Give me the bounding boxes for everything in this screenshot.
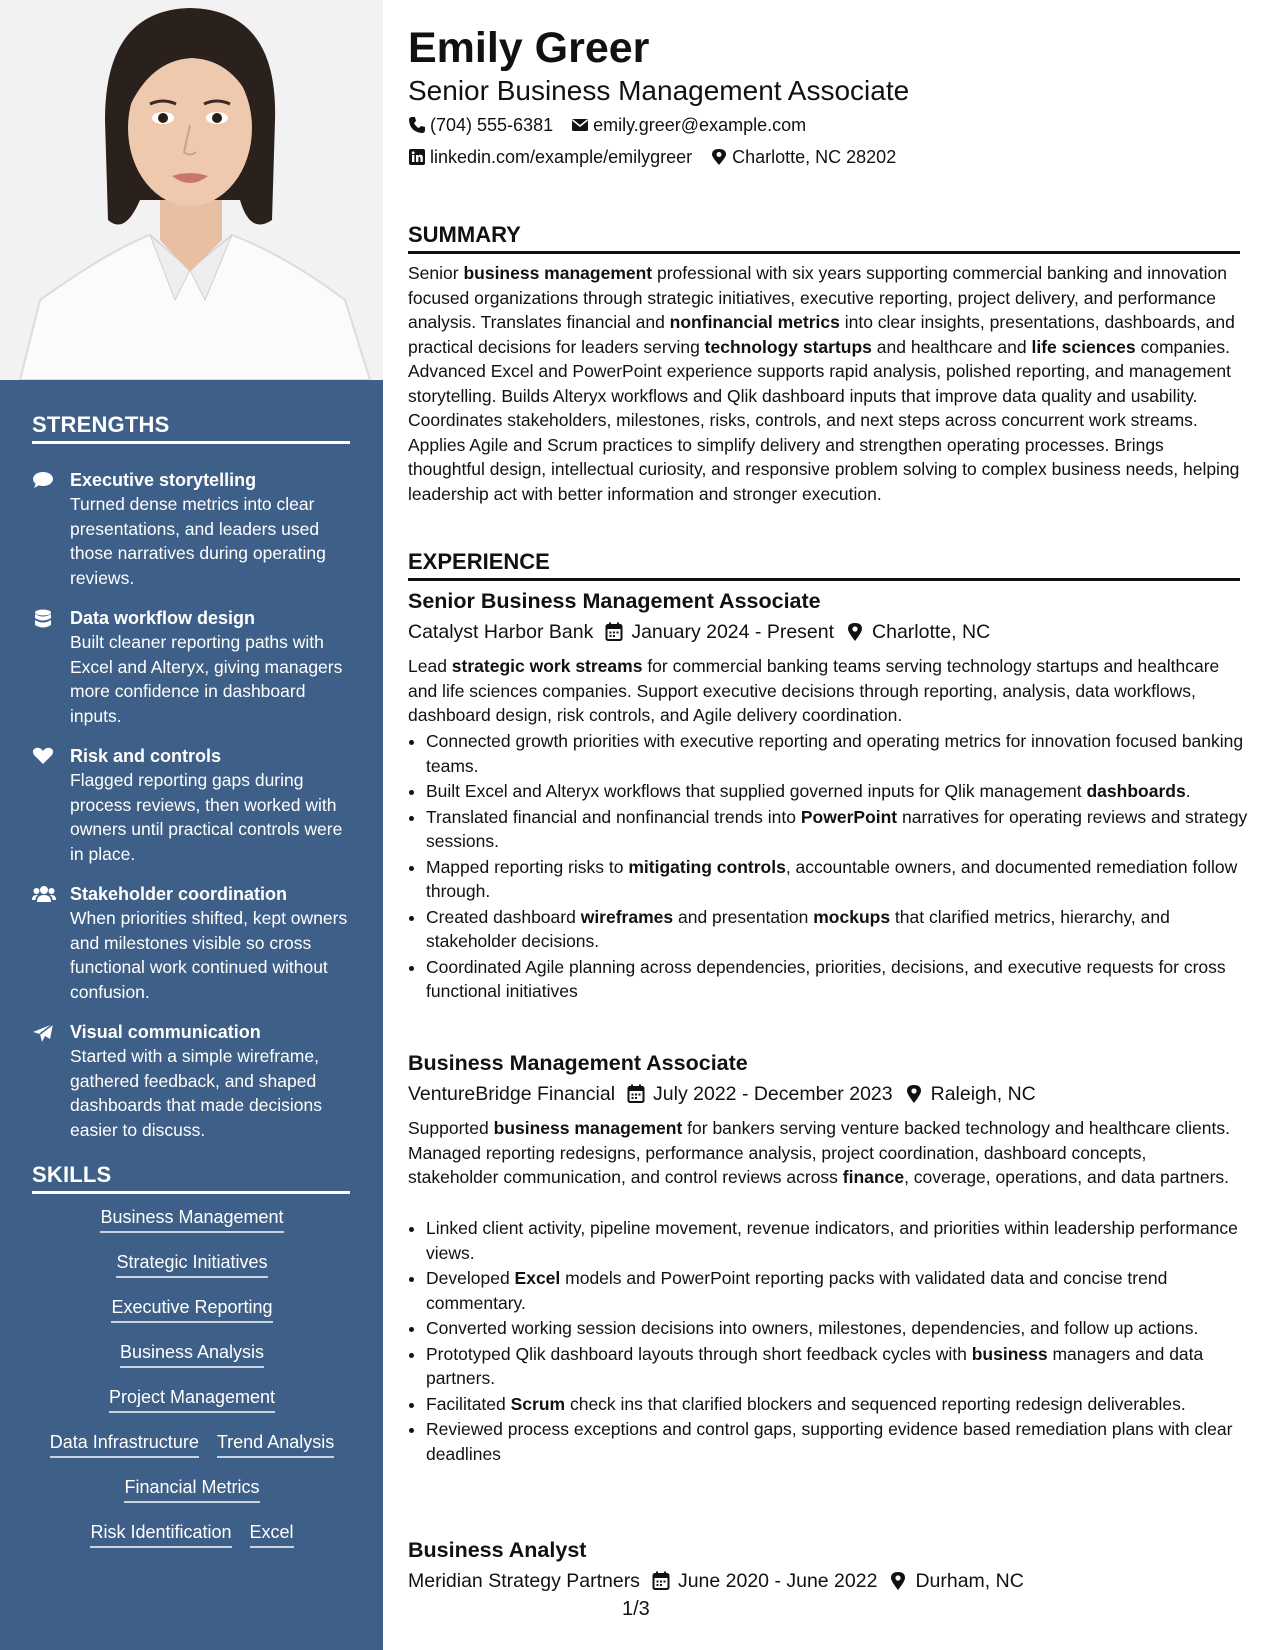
linkedin-link[interactable]: linkedin.com/example/emilygreer <box>430 147 693 167</box>
phone <box>408 113 553 137</box>
job-dates: June 2020 - June 2022 <box>677 1570 878 1592</box>
summary-heading: SUMMARY <box>408 222 1240 254</box>
job-meta <box>408 619 990 645</box>
email-link[interactable]: emily.greer@example.com <box>593 115 807 135</box>
phone-text[interactable]: (704) 555-6381 <box>430 115 554 135</box>
strength-item <box>32 606 352 728</box>
map-pin-icon <box>710 148 728 166</box>
job-title: Senior Business Management Associate <box>408 589 821 613</box>
heart-icon <box>32 747 54 765</box>
skill-tag: Trend Analysis <box>217 1431 334 1458</box>
linkedin <box>408 145 692 169</box>
strength-title: Data workflow design <box>70 608 256 628</box>
job-meta <box>408 1081 1036 1107</box>
job-dates: January 2024 - Present <box>631 621 835 643</box>
summary-text: Senior business management professional with six years supporting commercial banking and innovation focused organizations through strategic initiatives, executive reporting, project delivery, and performance analysis. Translates financial and nonfinancial metrics into clear insights, presentations, dashboards, and practical decisions for leaders serving technology startups and healthcare and life sciences companies. Advanced Excel and PowerPoint experience supports rapid analysis, polished reporting, and management storytelling. Builds Alteryx workflows and Qlik dashboard inputs that improve data quality and usability. Coordinates stakeholders, milestones, risks, controls, and next steps across concurrent work streams. Applies Agile and Scrum practices to simplify delivery and strengthen operating processes. Brings thoughtful design, intellectual curiosity, and responsive problem solving to complex business needs, helping leadership act with better information and stronger execution. <box>408 263 1240 504</box>
skill-tag: Data Infrastructure <box>50 1431 199 1458</box>
strength-item <box>32 744 352 866</box>
strength-title: Risk and controls <box>70 746 222 766</box>
database-icon <box>32 609 54 627</box>
linkedin-icon <box>408 148 426 166</box>
contact-row-2 <box>408 145 896 169</box>
contact-row-1 <box>408 113 806 137</box>
skill-tag: Business Management <box>100 1206 283 1233</box>
bullet-item: • Connected growth priorities with executive reporting and operating metrics for innovation focused banking teams. <box>426 729 1258 778</box>
envelope-icon <box>571 116 589 134</box>
job-title: Business Analyst <box>408 1538 587 1562</box>
map-pin-icon <box>846 622 864 642</box>
job-bullets <box>408 729 1258 1005</box>
job-meta <box>408 1568 1024 1594</box>
bullet-item: • Mapped reporting risks to mitigating controls, accountable owners, and documented remediation follow through. <box>426 855 1258 904</box>
job-dates: July 2022 - December 2023 <box>653 1083 893 1105</box>
job-description: Lead strategic work streams for commercial banking teams serving technology startups and healthcare and life sciences companies. Support executive decisions through reporting, analysis, data workflows, dashboard design, risk controls, and Agile delivery coordination. <box>408 656 1220 725</box>
bullet-item: • Prototyped Qlik dashboard layouts through short feedback cycles with business managers and data partners. <box>426 1342 1258 1391</box>
strength-item <box>32 1020 352 1142</box>
skill-tag: Project Management <box>109 1386 275 1413</box>
bullet-item: • Developed Excel models and PowerPoint reporting packs with validated data and concise trend commentary. <box>426 1266 1258 1315</box>
job-location: Charlotte, NC <box>872 621 991 643</box>
strength-title: Visual communication <box>70 1022 261 1042</box>
paper-plane-icon <box>32 1023 54 1041</box>
company-name: VentureBridge Financial <box>408 1083 616 1105</box>
strength-text: Flagged reporting gaps during process reviews, then worked with owners until practical controls were in place. <box>70 770 343 864</box>
strengths-heading: STRENGTHS <box>32 412 350 444</box>
skill-tag: Risk Identification <box>90 1521 231 1548</box>
bullet-item: • Facilitated Scrum check ins that clarified blockers and sequenced reporting redesign deliverables. <box>426 1392 1258 1417</box>
bullet-item: • Coordinated Agile planning across dependencies, priorities, decisions, and executive requests for cross functional initiatives <box>426 955 1258 1004</box>
strengths-list <box>32 468 352 1158</box>
skills-list <box>32 1206 352 1566</box>
skill-tag: Executive Reporting <box>111 1296 272 1323</box>
job-description: Supported business management for bankers serving venture backed technology and healthcare clients. Managed reporting redesigns, performance analysis, project coordination, dashboard concepts, stakeholder communication, and control reviews across finance, coverage, operations, and data partners. <box>408 1118 1230 1187</box>
strength-text: Built cleaner reporting paths with Excel and Alteryx, giving managers more confidence in dashboard inputs. <box>70 632 343 726</box>
skill-tag: Strategic Initiatives <box>116 1251 267 1278</box>
calendar-icon <box>652 1571 670 1591</box>
speech-bubble-icon <box>32 471 54 489</box>
skill-tag: Financial Metrics <box>124 1476 259 1503</box>
company-name: Meridian Strategy Partners <box>408 1570 640 1592</box>
sidebar <box>0 0 383 1650</box>
users-icon <box>32 885 54 903</box>
experience-heading: EXPERIENCE <box>408 549 1240 581</box>
company-name: Catalyst Harbor Bank <box>408 621 594 643</box>
strength-item <box>32 468 352 590</box>
calendar-icon <box>605 622 623 642</box>
map-pin-icon <box>905 1084 923 1104</box>
bullet-item: • Linked client activity, pipeline movement, revenue indicators, and priorities within leadership performance views. <box>426 1216 1258 1265</box>
strength-item <box>32 882 352 1004</box>
job-title: Business Management Associate <box>408 1051 748 1075</box>
profile-photo <box>0 0 383 380</box>
bullet-item: • Translated financial and nonfinancial trends into PowerPoint narratives for operating reviews and strategy sessions. <box>426 805 1258 854</box>
bullet-item: • Reviewed process exceptions and control gaps, supporting evidence based remediation plans with clear deadlines <box>426 1417 1258 1466</box>
skill-tag: Business Analysis <box>120 1341 264 1368</box>
job-location: Raleigh, NC <box>930 1083 1036 1105</box>
bullet-item: • Converted working session decisions into owners, milestones, dependencies, and follow up actions. <box>426 1316 1258 1341</box>
page-number: 1/3 <box>622 1598 650 1620</box>
job-bullets <box>408 1216 1258 1467</box>
strength-text: Started with a simple wireframe, gathered feedback, and shaped dashboards that made decisions easier to discuss. <box>70 1046 322 1140</box>
location <box>710 145 896 169</box>
skill-tag: Excel <box>250 1521 294 1548</box>
candidate-name: Emily Greer <box>408 24 650 72</box>
job-location: Durham, NC <box>915 1570 1024 1592</box>
bullet-item: • Built Excel and Alteryx workflows that supplied governed inputs for Qlik management dashboards. <box>426 779 1258 804</box>
phone-icon <box>408 116 426 134</box>
strength-title: Stakeholder coordination <box>70 884 288 904</box>
strength-title: Executive storytelling <box>70 470 257 490</box>
candidate-title: Senior Business Management Associate <box>408 75 910 106</box>
strength-text: When priorities shifted, kept owners and milestones visible so cross functional work continued without confusion. <box>70 908 348 1002</box>
calendar-icon <box>627 1084 645 1104</box>
map-pin-icon <box>889 1571 907 1591</box>
location-text: Charlotte, NC 28202 <box>732 147 897 167</box>
skills-heading: SKILLS <box>32 1162 350 1194</box>
bullet-item: • Created dashboard wireframes and presentation mockups that clarified metrics, hierarchy, and stakeholder decisions. <box>426 905 1258 954</box>
email <box>571 113 806 137</box>
strength-text: Turned dense metrics into clear presentations, and leaders used those narratives during operating reviews. <box>70 494 326 588</box>
